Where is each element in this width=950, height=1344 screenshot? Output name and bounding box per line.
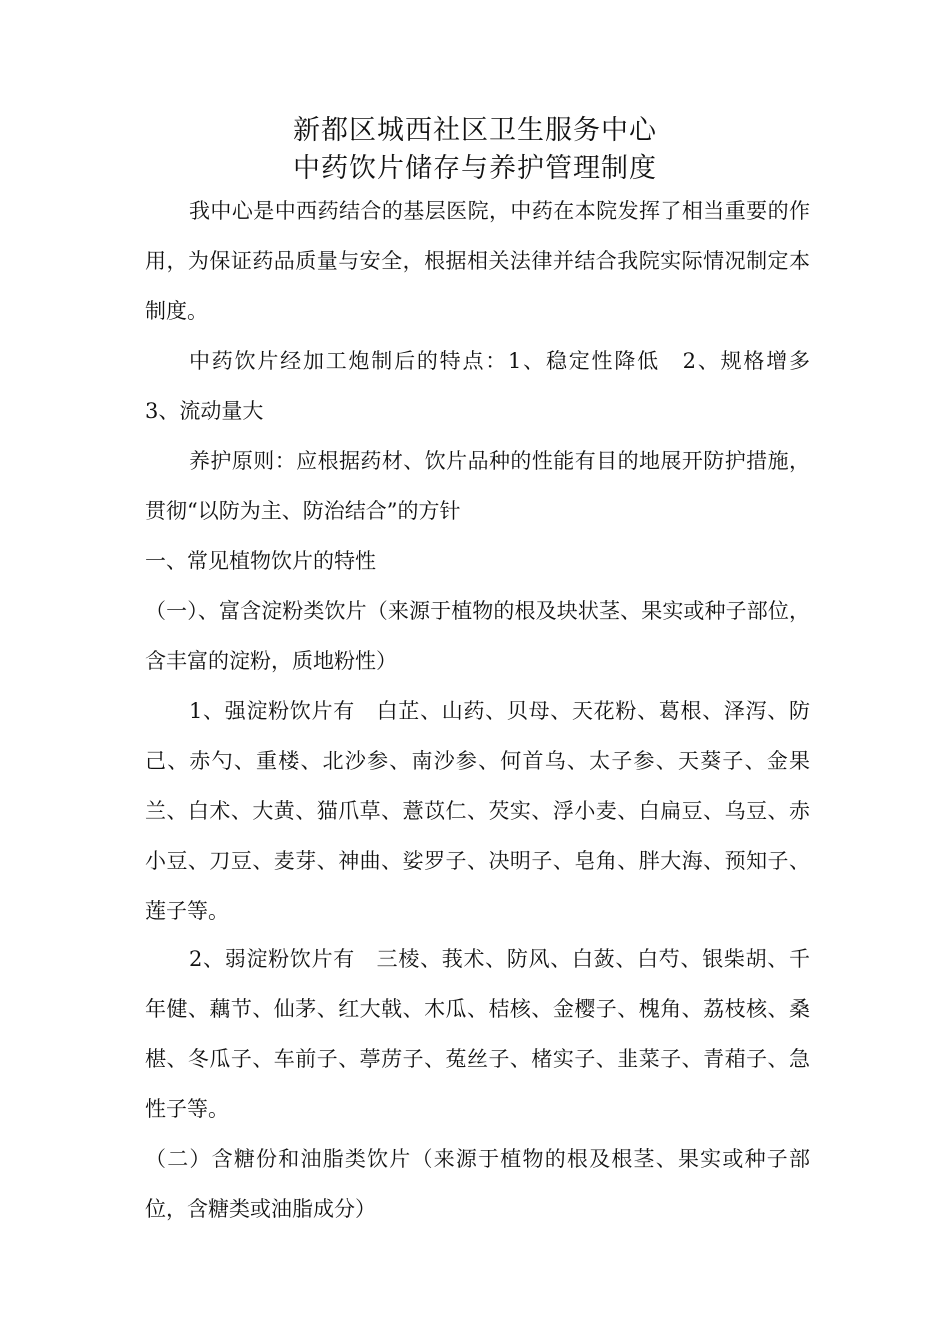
strong-starch-paragraph: 1、强淀粉饮片有 白芷、山药、贝母、天花粉、葛根、泽泻、防己、赤勺、重楼、北沙参、南沙参、何首乌、太子参、天葵子、金果兰、白术、大黄、猫爪草、薏苡仁、芡实、浮小麦、白扁豆、乌豆、赤小豆、刀豆、麦芽、神曲、娑罗子、决明子、皂角、胖大海、预知子、莲子等。 bbox=[145, 699, 810, 923]
subsection-heading-sugar-oil: （二）含糖份和油脂类饮片（来源于植物的根及根茎、果实或种子部位，含糖类或油脂成分） bbox=[145, 1147, 810, 1221]
section-heading: 一、常见植物饮片的特性 bbox=[145, 549, 376, 573]
intro-paragraph: 我中心是中西药结合的基层医院，中药在本院发挥了相当重要的作用，为保证药品质量与安全，根据相关法律并结合我院实际情况制定本制度。 bbox=[145, 199, 810, 323]
document-title-line1: 新都区城西社区卫生服务中心 bbox=[293, 115, 657, 146]
principle-paragraph: 养护原则：应根据药材、饮片品种的性能有目的地展开防护措施，贯彻“以防为主、防治结合”的方针 bbox=[145, 449, 810, 523]
weak-starch-paragraph: 2、弱淀粉饮片有 三棱、莪术、防风、白蔹、白芍、银柴胡、千年健、藕节、仙茅、红大戟、木瓜、桔核、金樱子、槐角、荔枝核、桑椹、冬瓜子、车前子、葶苈子、菟丝子、楮实子、韭菜子、青葙子、急性子等。 bbox=[145, 947, 810, 1121]
subsection-heading-starch: （一）、富含淀粉类饮片（来源于植物的根及块状茎、果实或种子部位，含丰富的淀粉，质地粉性） bbox=[145, 599, 810, 673]
features-paragraph: 中药饮片经加工炮制后的特点：1、稳定性降低 2、规格增多 3、流动量大 bbox=[145, 349, 831, 423]
document-title-line2: 中药饮片储存与养护管理制度 bbox=[293, 153, 657, 184]
